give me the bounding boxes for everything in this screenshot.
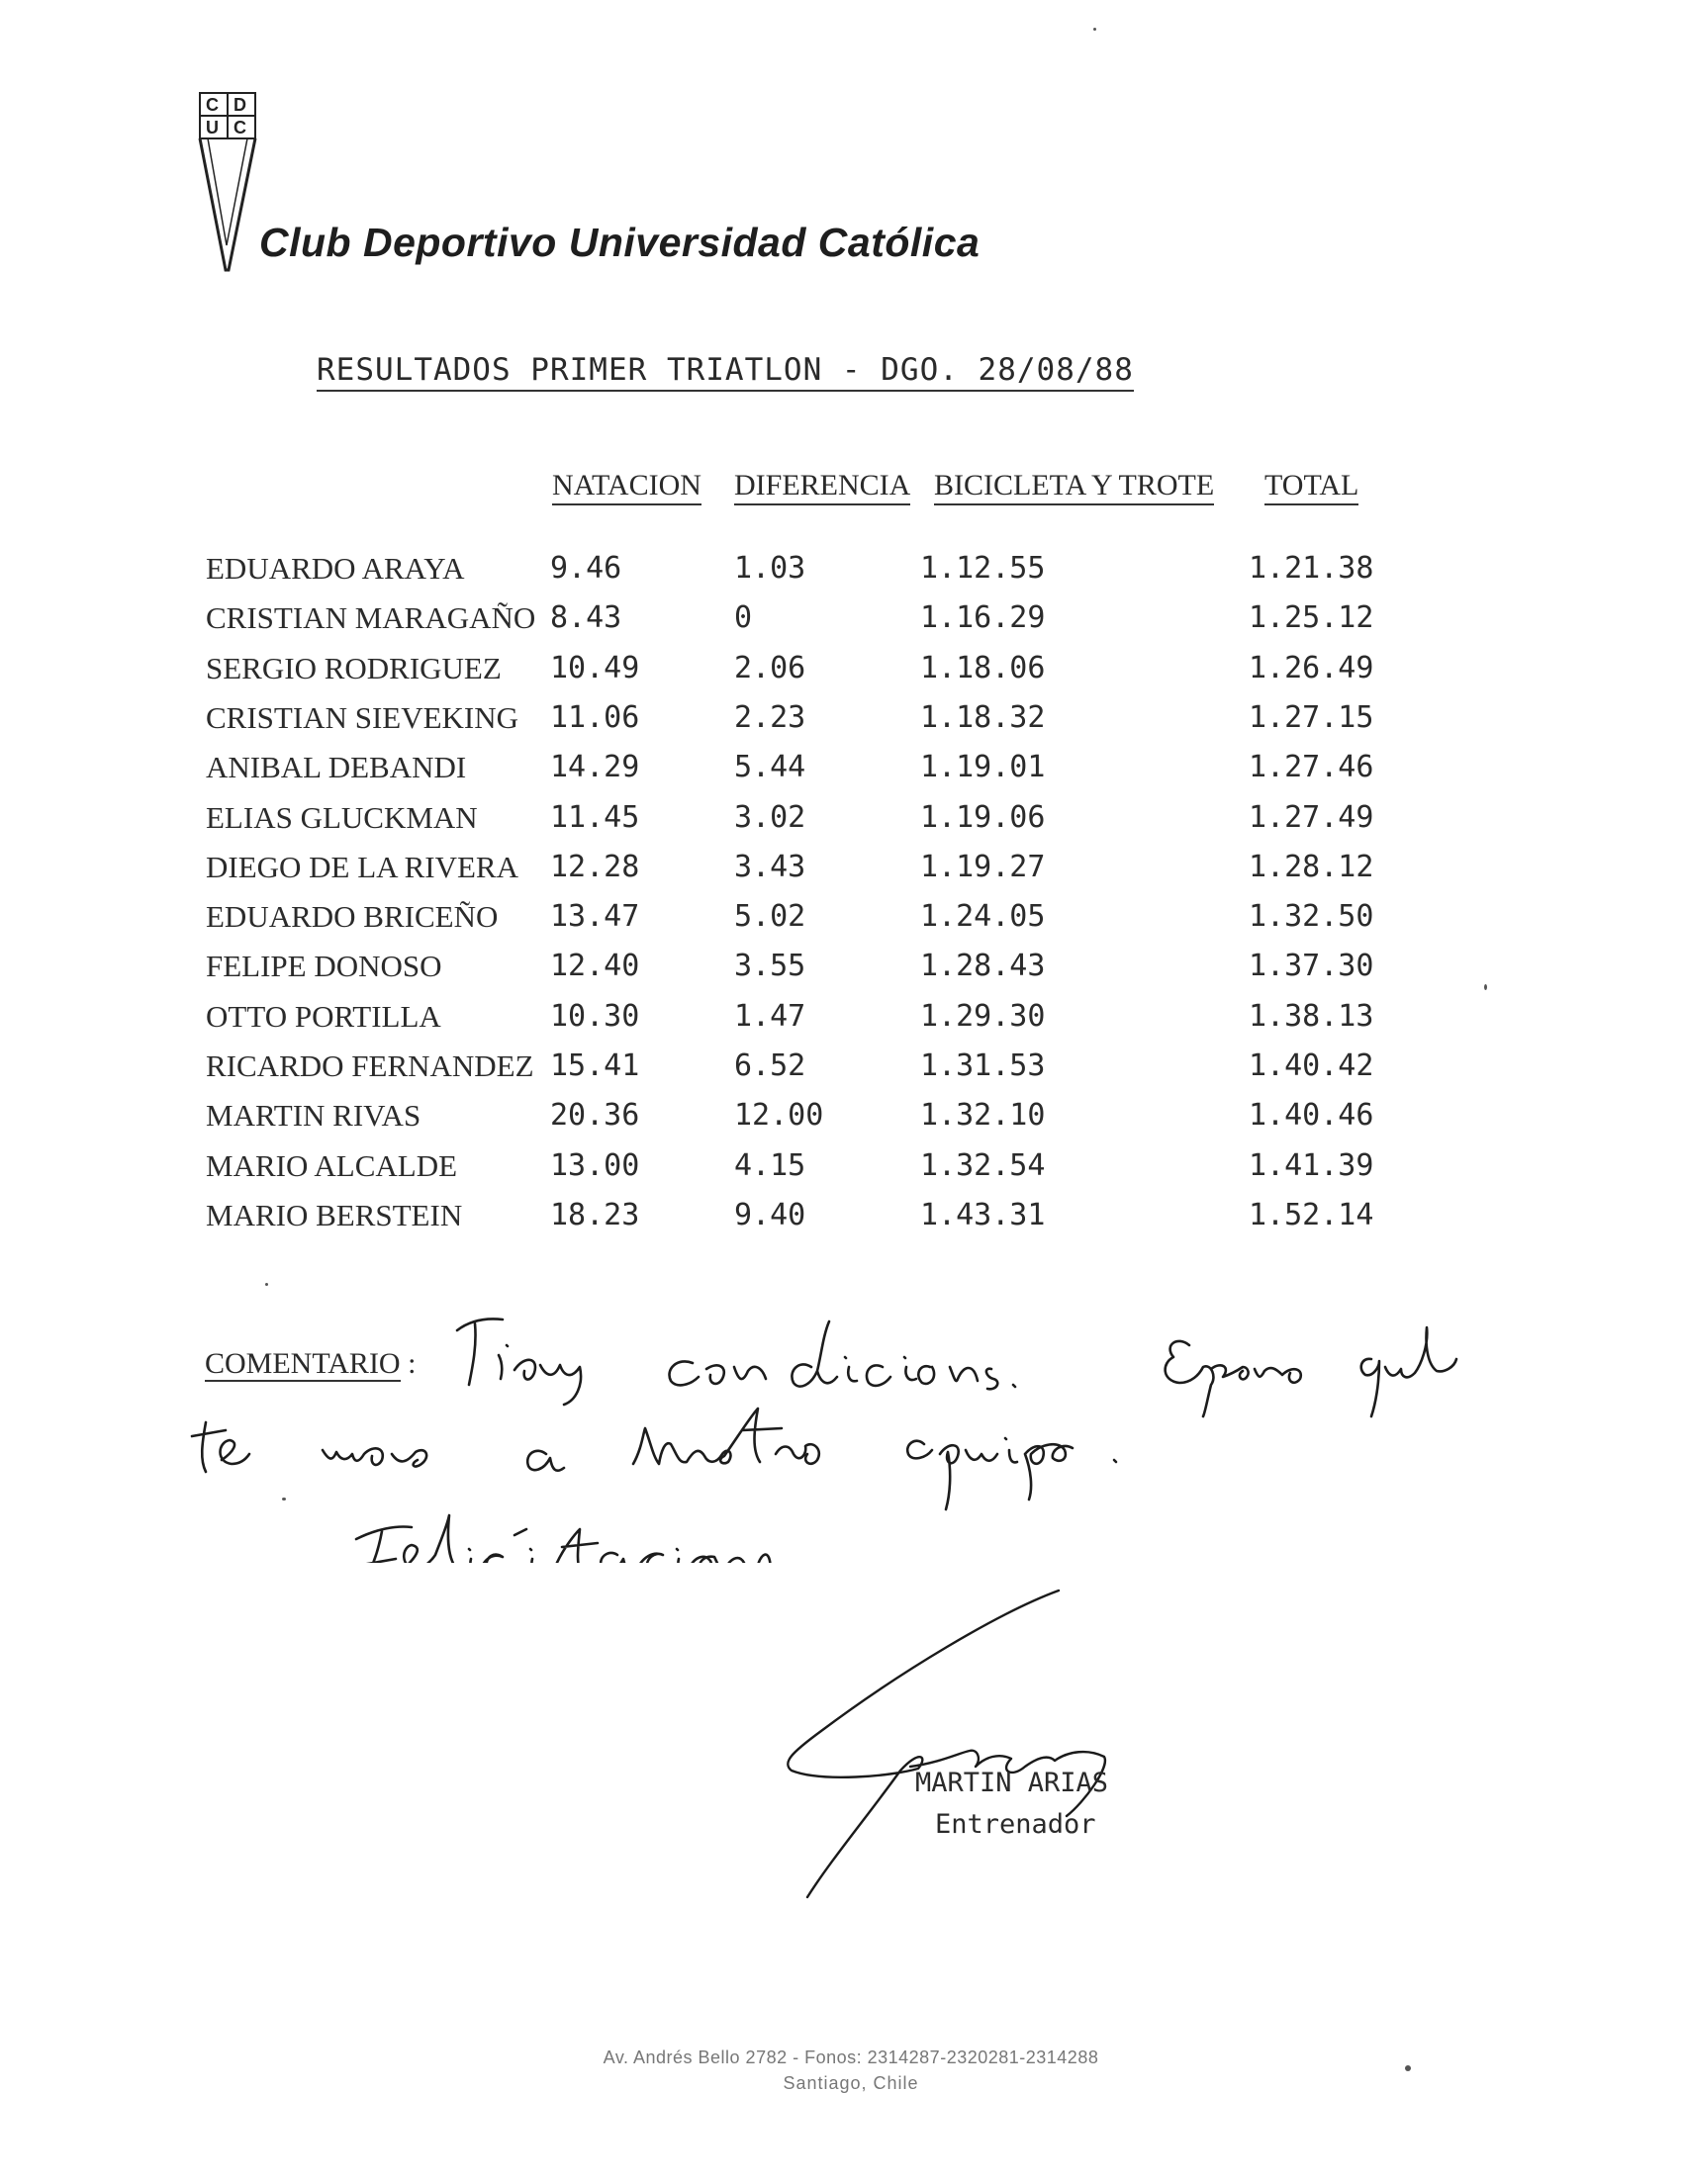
scan-speck [1405, 2065, 1411, 2071]
cell-bike-run: 1.32.54 [920, 1147, 1046, 1183]
handwritten-comment [188, 1306, 1543, 1563]
cell-name: ELIAS GLUCKMAN [206, 799, 478, 835]
cell-difference: 12.00 [734, 1098, 824, 1134]
logo-letter-c1: C [206, 95, 219, 115]
cell-swim: 12.28 [550, 849, 640, 884]
cell-bike-run: 1.24.05 [920, 899, 1046, 935]
cell-difference: 1.47 [734, 998, 806, 1034]
cell-total: 1.40.42 [1249, 1048, 1374, 1083]
cell-bike-run: 1.28.43 [920, 949, 1046, 984]
cell-bike-run: 1.18.06 [920, 650, 1046, 685]
cell-total: 1.27.49 [1249, 799, 1374, 835]
table-row [0, 1048, 1682, 1098]
cell-total: 1.32.50 [1249, 899, 1374, 935]
cell-total: 1.37.30 [1249, 949, 1374, 984]
cell-total: 1.38.13 [1249, 998, 1374, 1034]
table-row [0, 1148, 1682, 1198]
cell-difference: 4.15 [734, 1147, 806, 1183]
cell-swim: 13.47 [550, 899, 640, 935]
cell-swim: 8.43 [550, 600, 622, 636]
club-logo [196, 87, 265, 275]
cell-bike-run: 1.18.32 [920, 699, 1046, 735]
column-header-difference: DIFERENCIA [734, 469, 910, 505]
table-row [0, 700, 1682, 750]
cell-name: MARIO ALCALDE [206, 1147, 458, 1183]
cell-swim: 12.40 [550, 949, 640, 984]
cell-total: 1.21.38 [1249, 551, 1374, 586]
cell-bike-run: 1.12.55 [920, 551, 1046, 586]
table-row [0, 999, 1682, 1048]
cell-difference: 5.02 [734, 899, 806, 935]
cell-name: FELIPE DONOSO [206, 949, 442, 984]
scan-speck [1484, 984, 1487, 990]
club-name: Club Deportivo Universidad Católica [259, 220, 981, 265]
logo-letter-u: U [206, 118, 219, 137]
cell-swim: 15.41 [550, 1048, 640, 1083]
cell-total: 1.40.46 [1249, 1098, 1374, 1134]
cell-bike-run: 1.16.29 [920, 600, 1046, 636]
cell-swim: 9.46 [550, 551, 622, 586]
scan-speck [282, 1498, 286, 1501]
cell-bike-run: 1.32.10 [920, 1098, 1046, 1134]
table-row [0, 651, 1682, 700]
handwritten-signature [752, 1583, 1247, 1919]
cell-swim: 20.36 [550, 1098, 640, 1134]
table-row [0, 1098, 1682, 1147]
cell-difference: 3.43 [734, 849, 806, 884]
column-header-bike-run: BICICLETA Y TROTE [934, 469, 1214, 505]
cell-name: MARTIN RIVAS [206, 1098, 421, 1134]
comment-label-text: COMENTARIO [205, 1347, 401, 1380]
table-row [0, 551, 1682, 600]
cell-difference: 3.02 [734, 799, 806, 835]
cell-total: 1.52.14 [1249, 1197, 1374, 1232]
column-header-total: TOTAL [1264, 469, 1358, 505]
logo-letter-c2: C [234, 118, 246, 137]
table-row [0, 750, 1682, 799]
cell-name: EDUARDO BRICEÑO [206, 899, 499, 935]
coach-role: Entrenador [935, 1809, 1096, 1840]
coach-name: MARTIN ARIAS [915, 1768, 1109, 1798]
cell-swim: 10.30 [550, 998, 640, 1034]
cell-bike-run: 1.19.06 [920, 799, 1046, 835]
column-header-swim: NATACION [552, 469, 701, 505]
cell-total: 1.41.39 [1249, 1147, 1374, 1183]
logo-letter-d: D [234, 95, 246, 115]
cell-name: DIEGO DE LA RIVERA [206, 849, 518, 884]
cell-swim: 14.29 [550, 750, 640, 785]
cell-difference: 9.40 [734, 1197, 806, 1232]
scan-speck [265, 1283, 268, 1286]
table-row [0, 1198, 1682, 1247]
cell-bike-run: 1.19.27 [920, 849, 1046, 884]
cell-difference: 2.06 [734, 650, 806, 685]
handwritten-line-3 [188, 1306, 189, 1307]
cell-name: RICARDO FERNANDEZ [206, 1048, 534, 1083]
cell-difference: 2.23 [734, 699, 806, 735]
cell-swim: 18.23 [550, 1197, 640, 1232]
cell-name: CRISTIAN SIEVEKING [206, 699, 519, 735]
table-row [0, 800, 1682, 850]
cell-total: 1.27.46 [1249, 750, 1374, 785]
cell-difference: 6.52 [734, 1048, 806, 1083]
cell-swim: 10.49 [550, 650, 640, 685]
cell-name: MARIO BERSTEIN [206, 1197, 463, 1232]
scan-speck [1093, 28, 1096, 31]
cell-difference: 1.03 [734, 551, 806, 586]
cell-swim: 11.06 [550, 699, 640, 735]
cell-total: 1.28.12 [1249, 849, 1374, 884]
table-row [0, 899, 1682, 949]
cell-swim: 11.45 [550, 799, 640, 835]
cell-swim: 13.00 [550, 1147, 640, 1183]
cell-bike-run: 1.43.31 [920, 1197, 1046, 1232]
table-row [0, 600, 1682, 650]
footer-city: Santiago, Chile [783, 2073, 919, 2093]
footer-address: Av. Andrés Bello 2782 - Fonos: 2314287-2320281-2314288 [603, 2048, 1099, 2067]
cell-difference: 5.44 [734, 750, 806, 785]
table-row [0, 850, 1682, 899]
cell-bike-run: 1.31.53 [920, 1048, 1046, 1083]
cell-name: SERGIO RODRIGUEZ [206, 650, 502, 685]
document-title: RESULTADOS PRIMER TRIATLON - DGO. 28/08/88 [317, 352, 1134, 392]
cell-total: 1.27.15 [1249, 699, 1374, 735]
cell-total: 1.26.49 [1249, 650, 1374, 685]
cell-total: 1.25.12 [1249, 600, 1374, 636]
cell-name: EDUARDO ARAYA [206, 551, 465, 586]
cell-name: CRISTIAN MARAGAÑO [206, 600, 536, 636]
cell-difference: 3.55 [734, 949, 806, 984]
cell-name: ANIBAL DEBANDI [206, 750, 467, 785]
table-row [0, 949, 1682, 998]
comment-separator: : [408, 1347, 417, 1380]
cell-bike-run: 1.19.01 [920, 750, 1046, 785]
cell-name: OTTO PORTILLA [206, 998, 441, 1034]
cell-difference: 0 [734, 600, 753, 636]
cell-bike-run: 1.29.30 [920, 998, 1046, 1034]
